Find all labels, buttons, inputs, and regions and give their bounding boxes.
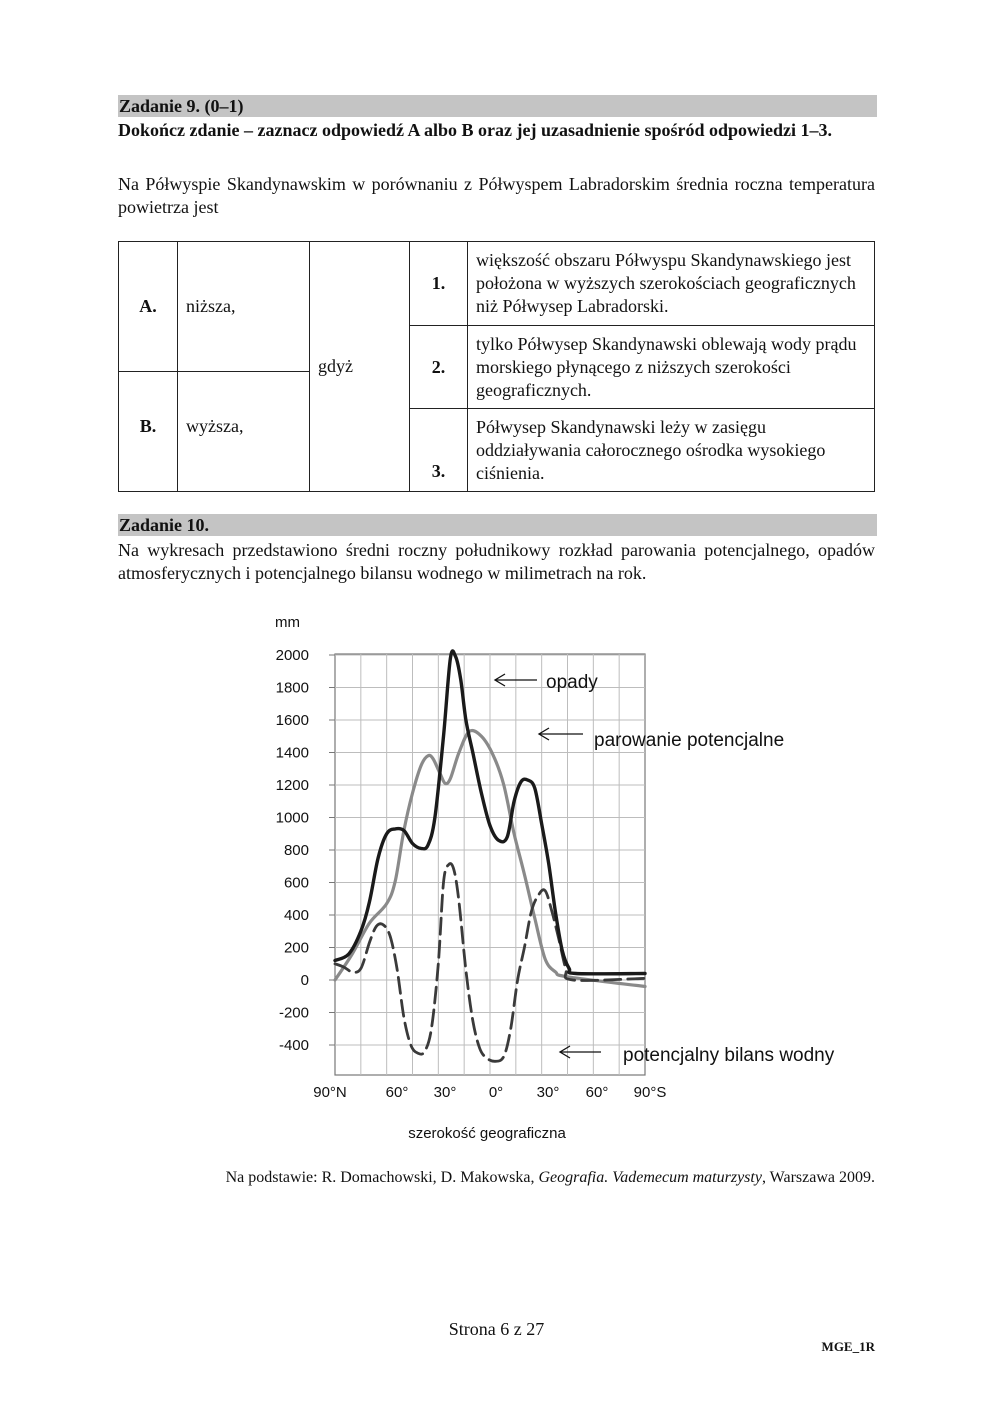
x-tick-label: 30° bbox=[536, 1084, 560, 1101]
x-tick-label: 60° bbox=[585, 1084, 609, 1101]
x-tick-label: 90°S bbox=[633, 1084, 667, 1101]
y-tick-label: 0 bbox=[300, 972, 309, 989]
reason-2-text[interactable]: tylko Półwysep Skandynawski oblewają wody prądu morskiego płynącego z niższych szerokości geograficznych. bbox=[468, 326, 875, 409]
reason-2-number[interactable]: 2. bbox=[410, 326, 468, 409]
chart-y-axis-label: mm bbox=[275, 614, 300, 631]
task10-header: Zadanie 10. bbox=[118, 514, 877, 536]
task10-text: Na wykresach przedstawiono średni roczny południkowy rozkład parowania potencjalnego, opadów atmosferycznych i potencjalnego bilansu wodnego w milimetrach na rok. bbox=[118, 540, 875, 583]
y-tick-label: 2000 bbox=[275, 647, 309, 664]
exam-code: MGE_1R bbox=[821, 1339, 875, 1354]
x-tick-label: 90°N bbox=[313, 1084, 347, 1101]
source-prefix: Na podstawie: R. Domachowski, D. Makowska, bbox=[225, 1169, 539, 1186]
chart-x-axis-label: szerokość geograficzna bbox=[408, 1125, 566, 1142]
reason-3-text[interactable]: Półwysep Skandynawski leży w zasięgu oddziaływania całorocznego ośrodka wysokiego ciśnienia. bbox=[468, 409, 875, 492]
source-suffix: , Warszawa 2009. bbox=[761, 1169, 875, 1186]
annotation-opady: opady bbox=[546, 672, 598, 693]
reason-3-number[interactable]: 3. bbox=[410, 409, 468, 492]
source-title: Geografia. Vademecum maturzysty bbox=[538, 1169, 762, 1186]
y-tick-label: 600 bbox=[283, 874, 309, 892]
task9-header: Zadanie 9. (0–1) bbox=[118, 95, 877, 117]
task9-prompt: Na Półwyspie Skandynawskim w porównaniu z Półwyspem Labradorskim średnia roczna temperatura powietrza jest bbox=[118, 174, 875, 217]
connector: gdyż bbox=[310, 242, 410, 492]
chart-svg bbox=[0, 600, 993, 1160]
water-balance-chart bbox=[0, 600, 993, 1160]
page-number: Strona 6 z 27 bbox=[448, 1319, 545, 1339]
y-tick-label: -200 bbox=[278, 1004, 309, 1022]
reason-1-number[interactable]: 1. bbox=[410, 242, 468, 326]
y-tick-label: -400 bbox=[278, 1037, 309, 1054]
y-tick-label: 400 bbox=[283, 907, 309, 924]
y-tick-label: 1200 bbox=[275, 777, 309, 794]
y-tick-label: 1000 bbox=[275, 809, 309, 827]
y-tick-label: 1800 bbox=[275, 679, 309, 697]
x-tick-label: 60° bbox=[385, 1084, 409, 1101]
annotation-parowanie: parowanie potencjalne bbox=[594, 730, 785, 751]
annotation-bilans: potencjalny bilans wodny bbox=[623, 1045, 835, 1066]
task9-answer-table bbox=[118, 241, 875, 492]
option-b-text[interactable]: wyższa, bbox=[178, 372, 310, 492]
source-citation bbox=[118, 1168, 875, 1188]
y-tick-label: 1600 bbox=[275, 712, 309, 729]
y-tick-label: 800 bbox=[283, 842, 309, 859]
option-a-text[interactable]: niższa, bbox=[178, 242, 310, 372]
y-tick-label: 1400 bbox=[275, 744, 309, 762]
y-tick-label: 200 bbox=[283, 939, 309, 957]
reason-1-text[interactable]: większość obszaru Półwyspu Skandynawskiego jest położona w wyższych szerokościach geograficznych niż Półwysep Labradorski. bbox=[468, 242, 875, 326]
option-a-letter[interactable]: A. bbox=[119, 242, 178, 372]
option-b-letter[interactable]: B. bbox=[119, 372, 178, 492]
task9-instruction: Dokończ zdanie – zaznacz odpowiedź A albo B oraz jej uzasadnienie spośród odpowiedzi 1–3. bbox=[118, 120, 833, 140]
x-tick-label: 0° bbox=[488, 1084, 504, 1101]
x-tick-label: 30° bbox=[433, 1084, 457, 1101]
